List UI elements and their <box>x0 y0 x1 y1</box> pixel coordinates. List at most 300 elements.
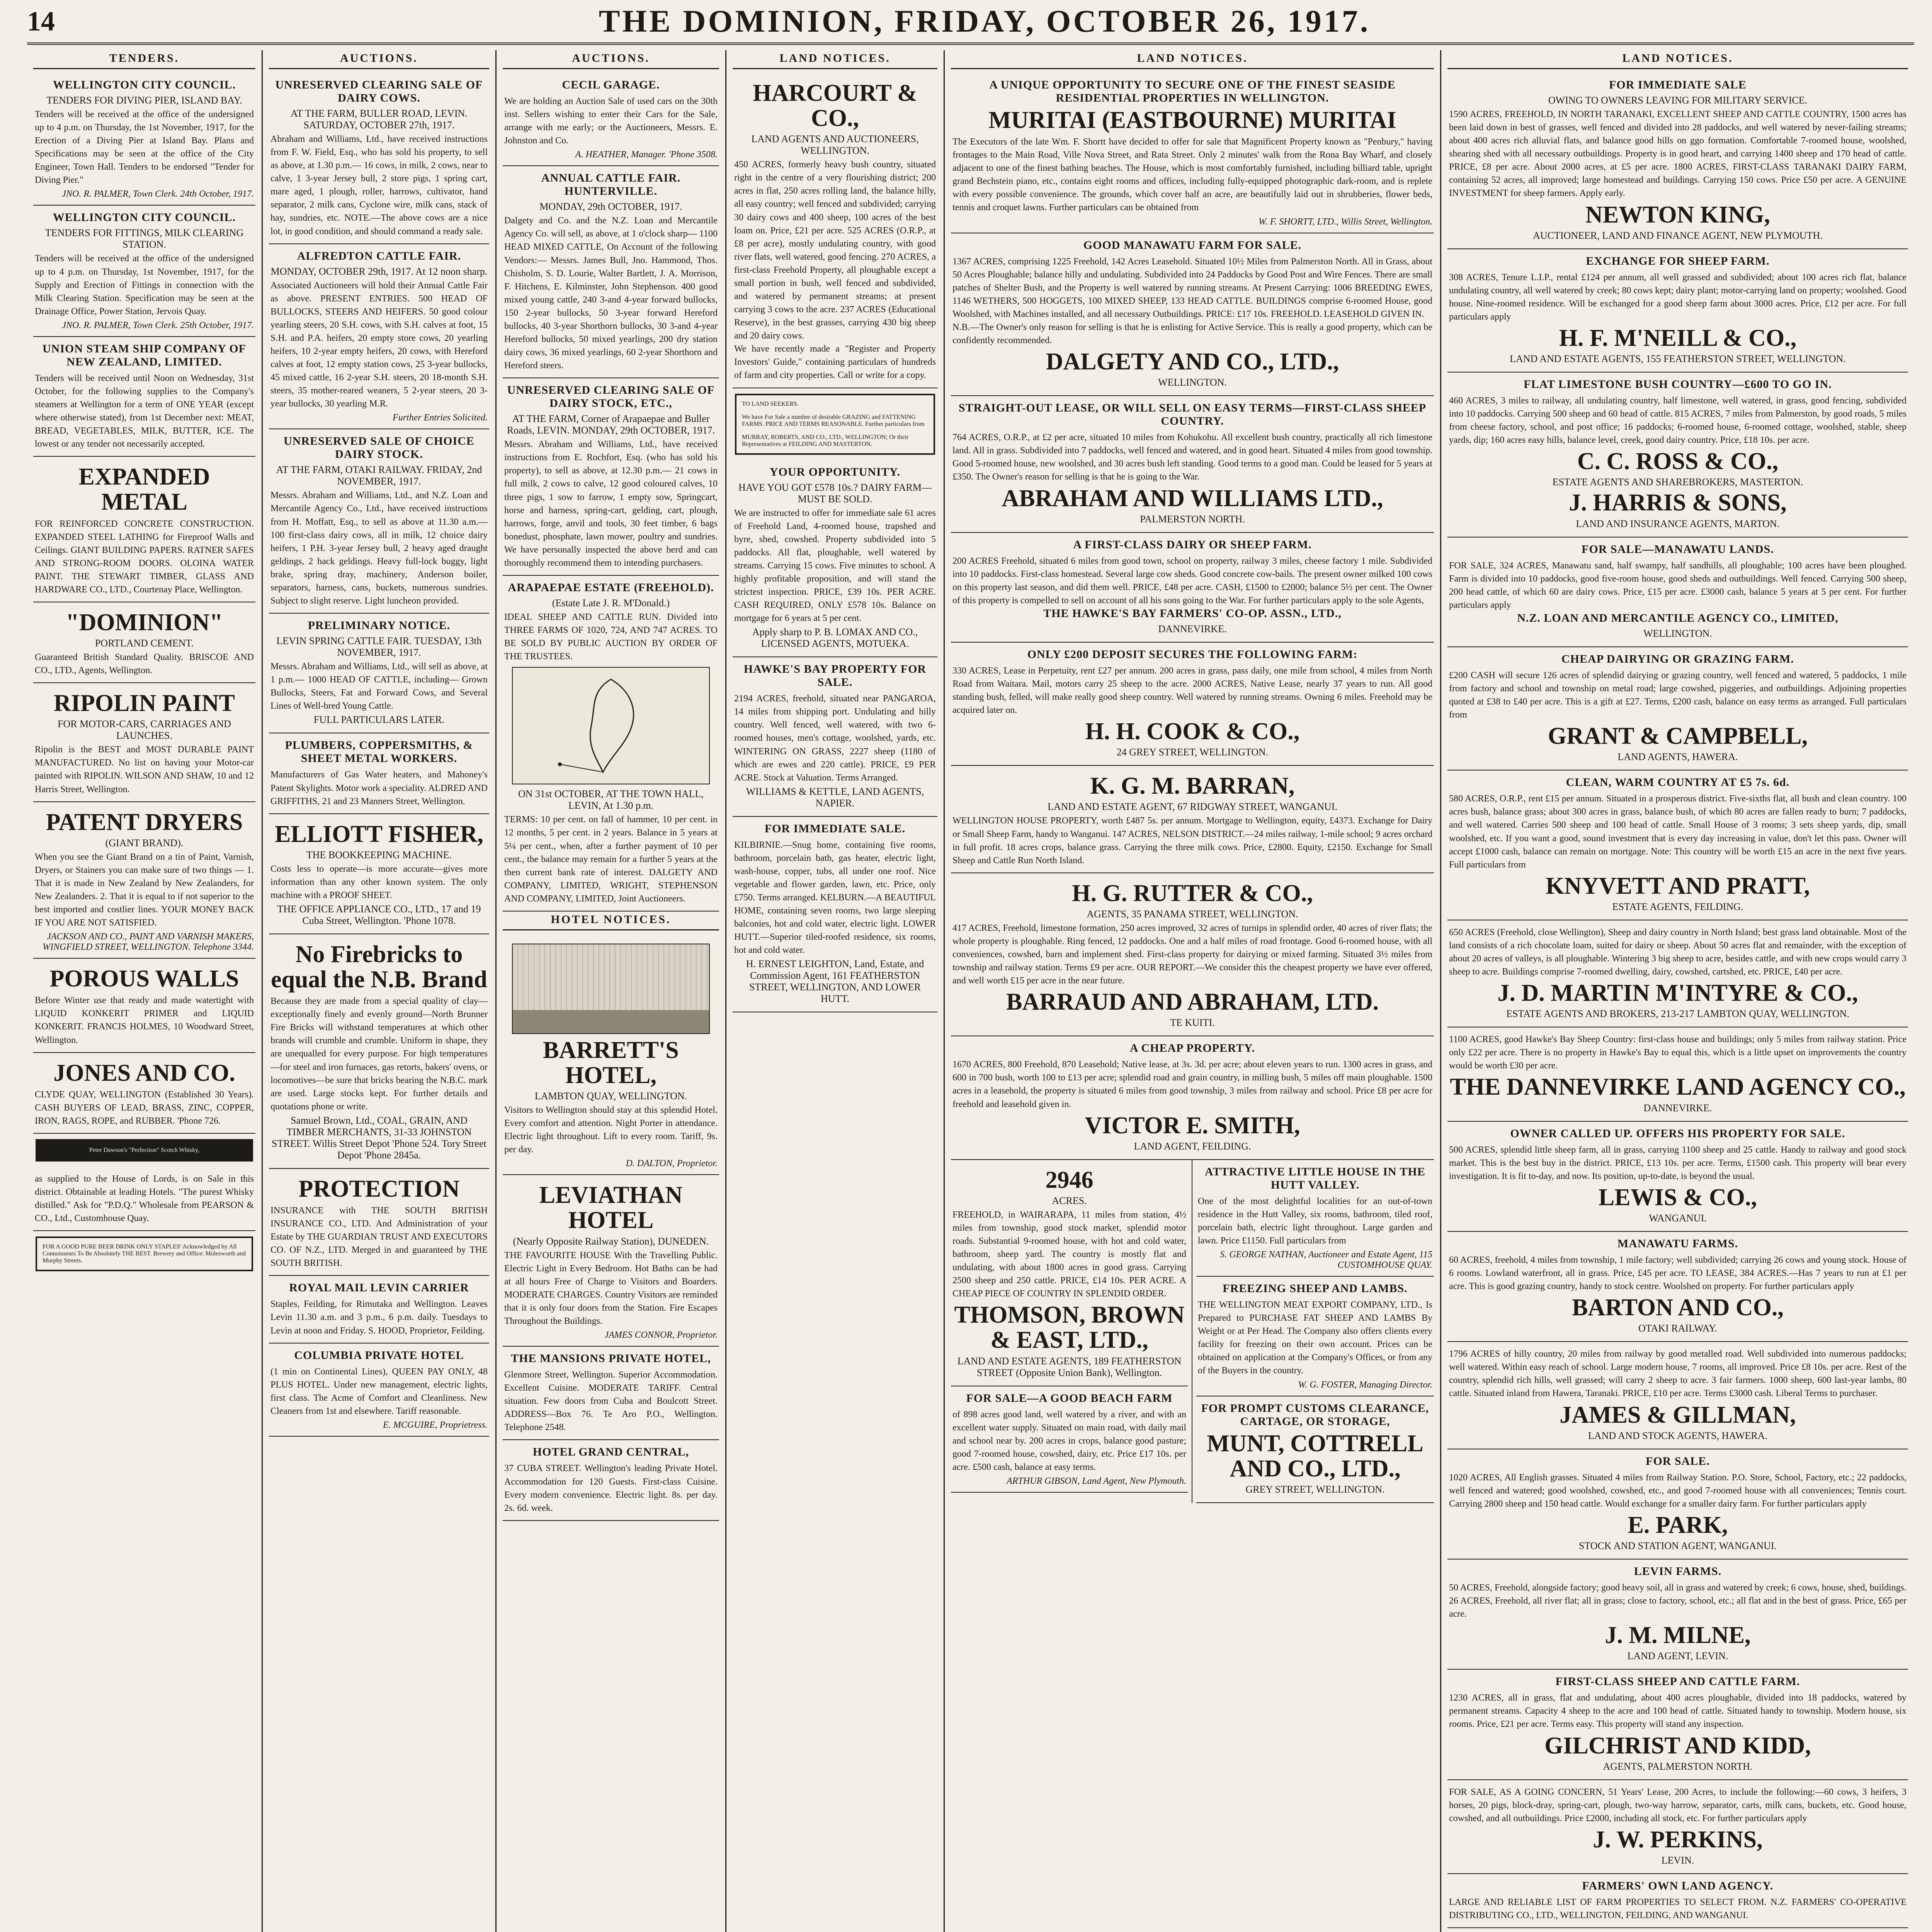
ad-freezing-sheep <box>1196 1277 1434 1396</box>
ad-body: 1020 ACRES, All English grasses. Situated 4 miles from Railway Station. P.O. Store, School, Factory, etc.; 22 paddocks, well fenced and watered; good woolshed, cowshed, etc., and good 7-roomed house with all conveniences; Tennis court. Carrying 2800 sheep and 150 head cattle. Would exchange for a smaller dairy farm. For further particulars apply <box>1449 1472 1906 1509</box>
ad-1100-acres <box>1447 1027 1908 1121</box>
ad-subtitle: AT THE FARM, Corner of Arapaepae and Buller Roads, LEVIN. MONDAY, 29th OCTOBER, 1917. <box>507 413 715 436</box>
page-number: 14 <box>27 5 55 37</box>
ad-subtitle: OWING TO OWNERS LEAVING FOR MILITARY SERVICE. <box>1548 95 1808 106</box>
ad-signature: LEVIN. <box>1661 1854 1694 1866</box>
ad-heading: FOR PROMPT CUSTOMS CLEARANCE, CARTAGE, OR STORAGE, <box>1201 1401 1429 1428</box>
ad-agent: MUNT, COTTRELL AND CO., LTD., <box>1207 1430 1423 1482</box>
ad-brand: STAPLES' <box>154 1243 182 1250</box>
ad-rutter <box>951 873 1434 1037</box>
ad-harcourt <box>733 73 937 388</box>
ad-body: Abraham and Williams, Ltd., have received instructions from F. W. Field, Esq., who has sold his property, to sell as above, at 1.30 p.m.— 16 cows, in milk, 2 cows, near to calve, 1 3-year Jersey bull, 2 store pigs, 1 spring cart, mare aged, 1 plough, roller, harrows, cultivator, hand separator, 2 milk cans, Cyclone wire, milk cans, stack of hay, sundries, etc. NOTE.—The above cows are a nice lot, in good condition, and should command a ready sale. <box>270 134 488 236</box>
ad-body: Ripolin is the BEST and MOST DURABLE PAINT MANUFACTURED. No list on having your Motor-car painted with RIPOLIN. WILSON AND SHAW, 10 and 12 Harris Street, Wellington. <box>35 745 254 794</box>
ad-heading: A UNIQUE OPPORTUNITY TO SECURE ONE OF THE FINEST SEASIDE RESIDENTIAL PROPERTIES IN WELLINGTON. <box>989 78 1396 104</box>
ad-subtitle: HAVE YOU GOT £578 10s.? DAIRY FARM—MUST BE SOLD. <box>738 481 932 505</box>
ad-heading: HAWKE'S BAY PROPERTY FOR SALE. <box>743 663 927 689</box>
ad-body: Tenders will be received at the office of the undersigned up to 4 p.m. on Thursday, the 1st November, 1917, for the Erection of a Diving Pier at Island Bay. Plans and Specifications may be seen at the office of the City Engineer, Town Hall. Tenders to be endorsed "Tender for Diving Pier." <box>35 109 254 185</box>
ad-subtitle: LEVIN SPRING CATTLE FAIR. TUESDAY, 13th NOVEMBER, 1917. <box>276 635 482 658</box>
ad-agent: GRANT & CAMPBELL, <box>1548 723 1808 750</box>
ad-agent: BARTON AND CO., <box>1572 1294 1784 1321</box>
ad-signature: W. F. SHORTT, LTD., Willis Street, Wellington. <box>1258 216 1432 227</box>
ad-body: LARGE AND RELIABLE LIST OF FARM PROPERTIES TO SELECT FROM. N.Z. FARMERS' CO-OPERATIVE DISTRIBUTING CO., LTD., WELLINGTON, FEILDING, AND WANGANUI. <box>1449 1897 1906 1921</box>
ad-body: FREEHOLD, in WAIRARAPA, 11 miles from station, 4½ miles from township, good stock market, splendid motor roads. Substantial 9-roomed house, with hot and cold water, bathroom, sheep yard. The country is mostly flat and undulating, with about 1800 acres in good grass. Carrying 2500 sheep and 250 cattle. PRICE, £14 10s. PER ACRE. A CHEAP PIECE OF COUNTRY IN SPLENDID ORDER. <box>952 1209 1186 1299</box>
column-heading: LAND NOTICES. <box>733 50 937 69</box>
ad-title: JONES AND CO. <box>53 1060 235 1086</box>
ad-agent: N.Z. LOAN AND MERCANTILE AGENCY CO., LIMITED, <box>1517 611 1838 624</box>
ad-leviathan-hotel <box>503 1175 719 1347</box>
ad-body: Glenmore Street, Wellington. Superior Accommodation. Excellent Cuisine. MODERATE TARIFF. Central situation. Few doors from Cuba and Boulcott Street. ADDRESS—Box 76. Te Aro P.O., Wellington. Telephone 2548. <box>504 1370 718 1433</box>
ad-signature: LAND AGENT, LEVIN. <box>1627 1650 1728 1662</box>
map-icon <box>513 668 709 784</box>
ad-agent: K. G. M. BARRAN, <box>1090 773 1295 799</box>
ad-heading: A FIRST-CLASS DAIRY OR SHEEP FARM. <box>1073 538 1312 551</box>
ad-straight-out-lease <box>951 396 1434 532</box>
ad-first-class-dairy <box>951 533 1434 643</box>
ad-body: 37 CUBA STREET. Wellington's leading Private Hotel. Accommodation for 120 Guests. First-class Cuisine. Every modern convenience. Electric light. 8s. per day. 2s. 6d. week. <box>504 1463 718 1513</box>
ad-exchange-sheep-farm <box>1447 249 1908 372</box>
ad-heading: CLEAN, WARM COUNTRY AT £5 7s. 6d. <box>1566 776 1790 789</box>
ad-firebricks <box>269 934 489 1169</box>
ad-body: 1670 ACRES, 800 Freehold, 870 Leasehold; Native lease, at 3s. 3d. per acre; about eleven years to run. 1300 acres in grass, and 600 in 700 bush, worth 100 to £13 per acre; splendid road and grain country, in milling bush, 5 miles off main ploughable. 1500 acres in a leasehold, the property is situated 6 miles from good township, 3 miles from railway and school. Price £8 per acre for freehold and leasehold given in. <box>952 1060 1432 1109</box>
ad-agent: J. HARRIS & SONS, <box>1569 490 1787 516</box>
ad-heading: HOTEL GRAND CENTRAL, <box>532 1446 689 1459</box>
ad-going-concern <box>1447 1780 1908 1874</box>
ad-signature: DANNEVIRKE. <box>1158 623 1227 634</box>
ad-otaki-dairy-sale <box>269 429 489 614</box>
ad-subtitle: AT THE FARM, BULLER ROAD, LEVIN. SATURDAY, OCTOBER 27th, 1917. <box>291 108 468 131</box>
ad-title: ELLIOTT FISHER, <box>275 821 483 847</box>
ad-cecil-garage <box>503 73 719 166</box>
ad-body: 200 ACRES Freehold, situated 6 miles from good town, school on property, railway 3 miles, cheese factory 1 mile. Subdivided into 10 paddocks. First-class homestead. Several large cow sheds. Good concrete cow-bails. The present owner milked 100 cows on this property last season, and did them well. PRICE, £48 per acre. CASH, £1500 to £2000; balance 5½ per cent. The Owner of this property is compelled to sell on account of all his sons going to the War. For further particulars apply to the sole Agents, <box>952 556 1432 605</box>
hotel-illustration <box>512 944 710 1034</box>
ad-signature: AUCTIONEER, LAND AND FINANCE AGENT, NEW PLYMOUTH. <box>1533 230 1823 241</box>
ad-subtitle: PORTLAND CEMENT. <box>95 638 194 649</box>
ad-address: Brewery and Office: Molesworth and Murphy Streets. <box>43 1250 246 1264</box>
ad-signature: JACKSON AND CO., PAINT AND VARNISH MAKERS, WINGFIELD STREET, WELLINGTON. Telephone 3344. <box>43 932 254 952</box>
ad-body: 450 ACRES, formerly heavy bush country, situated right in the centre of a very flourishing district; 200 acres in flat, 250 acres rolling land, the balance hilly, all easy country; well fenced and subdivided; carrying 30 dairy cows and 400 sheep, 100 acres of the best loam on. Price, £21 per acre. 525 ACRES (O.R.P., at £8 per acre), mostly undulating country, with good river flats, well watered, good fencing. 270 ACRES, a first-class Freehold Property, all ploughable except a small portion in bush, well fenced and subdivided, and watered by permanent streams; at present carrying 3 cows to the acre. 237 ACRES (Educational Reserve), in the best grasses, carrying 430 big sheep and 20 dairy cows. <box>734 160 936 341</box>
ad-title: EXPANDED METAL <box>78 464 210 515</box>
ad-protection-insurance <box>269 1169 489 1276</box>
ad-heading: WELLINGTON CITY COUNCIL. <box>53 211 236 224</box>
ad-farmers-own-agency <box>1447 1874 1908 1928</box>
ad-2946-acres <box>951 1160 1188 1386</box>
ad-signature: WELLINGTON; Or their Representatives at FEILDING AND MASTERTON. <box>742 434 909 447</box>
ad-body: 1590 ACRES, FREEHOLD, IN NORTH TARANAKI, EXCELLENT SHEEP AND CATTLE COUNTRY, 1500 acres has been laid down in best of grasses, well fenced and divided into 28 paddocks, and well watered by never-failing streams; about 400 acres rich alluvial flats, and balance good hills on ggo formation. Comfortable 7-roomed house, woolshed, shearing shed with all necessary outbuildings. Property is in good heart, and carrying 1400 sheep and 170 head of cattle. PRICE, £8 per acre. About 2000 acres, at £5 per acre. 1800 ACRES, FIRST-CLASS TARANAKI DAIRY FARM, containing 52 acres, all improved; large homestead and buildings. Carrying 150 cows. Price £50 per acre. A GENUINE INVESTMENT for sheep farmers. Apply early. <box>1449 109 1906 199</box>
column-tenders <box>27 50 263 1932</box>
ad-signature: AGENTS, PALMERSTON NORTH. <box>1603 1760 1753 1772</box>
ad-signature: PALMERSTON NORTH. <box>1140 513 1245 525</box>
ad-heading: WELLINGTON CITY COUNCIL. <box>53 78 236 91</box>
ad-body: FOR SALE, 324 ACRES, Manawatu sand, half swampy, half sandhills, all ploughable; 100 acres have been ploughed. Farm is divided into 10 paddocks, good five-room house, good sheds and outbuildings. Well fenced. Carrying 500 sheep, 200 head cattle, of which 60 are dairy cows. Price, £15 per acre. £3000 cash, balance 5 years at 5 per cent. For further particulars apply <box>1449 560 1906 610</box>
ad-line: FOR A <box>43 1243 60 1250</box>
ad-manawatu-lands <box>1447 537 1908 647</box>
ad-subtitle: MONDAY, OCTOBER 29th, 1917. At 12 noon sharp. <box>270 265 488 277</box>
ad-subtitle: LAND AGENTS AND AUCTIONEERS, WELLINGTON. <box>751 133 919 156</box>
ad-signature: Apply sharp to P. B. LOMAX AND CO., LICENSED AGENTS, MOTUEKA. <box>752 626 918 650</box>
ad-body: THE FAVOURITE HOUSE With the Travelling Public. Electric Light in Every Bedroom. Hot Baths can be had at all hours Free of Charge to Visitors and Boarders. MODERATE CHARGES. Country Visitors are reminded that it is only four doors from the Station. Fire Escapes Throughout the Buildings. <box>504 1250 718 1326</box>
ad-title: 2946 <box>1045 1167 1094 1193</box>
ad-signature: ARTHUR GIBSON, Land Agent, New Plymouth. <box>1007 1476 1186 1486</box>
ad-agent: J. M. MILNE, <box>1605 1622 1751 1649</box>
hotel-notices-heading: HOTEL NOTICES. <box>503 912 719 930</box>
column-land-notices-3 <box>1441 50 1914 1932</box>
column-auctions-1 <box>263 50 497 1932</box>
ad-signature: STOCK AND STATION AGENT, WANGANUI. <box>1578 1540 1777 1551</box>
column-land-notices-2 <box>945 50 1441 1932</box>
ad-heading: A CHEAP PROPERTY. <box>1129 1042 1255 1055</box>
ad-manawatu-farm <box>951 233 1434 396</box>
ad-subtitle: MONDAY, 29th OCTOBER, 1917. <box>539 201 682 213</box>
ad-heading: ONLY £200 DEPOSIT SECURES THE FOLLOWING FARM: <box>1027 648 1358 661</box>
column-heading: LAND NOTICES. <box>1447 50 1908 69</box>
ad-title: POROUS WALLS <box>49 966 239 992</box>
ad-porous-walls <box>33 959 255 1053</box>
split-row <box>951 1160 1434 1503</box>
ad-body: Before Winter use that ready and made watertight with LIQUID KONKERIT PRIMER and LIQUID KONKERIT. FRANCIS HOLMES, 10 Woodward Street, Wellington. <box>35 995 254 1045</box>
ad-agent: DALGETY AND CO., LTD., <box>1046 349 1339 375</box>
ad-1796-acres <box>1447 1342 1908 1449</box>
ad-agent: GILCHRIST AND KIDD, <box>1544 1732 1811 1759</box>
ad-heading: ROYAL MAIL LEVIN CARRIER <box>289 1281 469 1294</box>
ad-agent: THE HAWKE'S BAY FARMERS' CO-OP. ASSN., LTD., <box>1043 607 1342 620</box>
ad-signature: JNO. R. PALMER, Town Clerk. 24th October, 1917. <box>62 189 254 199</box>
ad-heading: LEVIN FARMS. <box>1634 1565 1722 1578</box>
ad-union-steam-ship <box>33 337 255 457</box>
ad-mansions-hotel <box>503 1347 719 1440</box>
ad-heading: FREEZING SHEEP AND LAMBS. <box>1223 1282 1408 1295</box>
ad-body: FOR REINFORCED CONCRETE CONSTRUCTION. EXPANDED STEEL LATHING for Fireproof Walls and Ceilings. GIANT BUILDING PAPERS. RATNER SAFES AND STRONG-ROOM DOORS. OLOINA WATER PAINT. THE STEWART TIMBER, GLASS AND HARDWARE CO., LTD., Courtenay Place, Wellington. <box>35 519 254 595</box>
ad-agent: THE DANNEVIRKE LAND AGENCY CO., <box>1450 1074 1906 1100</box>
ad-diving-pier-tender <box>33 73 255 206</box>
ad-signature: WANGANUI. <box>1649 1212 1707 1224</box>
ad-levin-farms <box>1447 1560 1908 1670</box>
ad-body: 1100 ACRES, good Hawke's Bay Sheep Country: first-class house and buildings; only 5 miles from railway station. Price only £22 per acre. There is no property in Hawke's Bay to equal this, which is a little upset on improvements the country would be worth £30 per acre. <box>1449 1034 1906 1071</box>
ad-elliott-fisher <box>269 814 489 934</box>
ad-agent: MURRAY, ROBERTS, AND CO., LTD., <box>742 434 844 440</box>
ad-signature: TE KUITI. <box>1170 1017 1215 1029</box>
ad-signature: DANNEVIRKE. <box>1643 1102 1712 1114</box>
ad-cheap-property <box>951 1036 1434 1160</box>
ad-heading: FOR SALE—A GOOD BEACH FARM <box>966 1391 1173 1405</box>
ad-expanded-metal <box>33 457 255 602</box>
ad-subtitle: LAND AND ESTATE AGENT, 67 RIDGWAY STREET, WANGANUI. <box>1048 801 1337 813</box>
ad-heading: FIRST-CLASS SHEEP AND CATTLE FARM. <box>1555 1675 1800 1688</box>
ad-signature: D. DALTON, Proprietor. <box>626 1158 718 1169</box>
column-heading: AUCTIONS. <box>269 50 489 69</box>
ad-body: Because they are made from a special quality of clay—exceptionally finely and evenly ground—North Brunner Fire Bricks will withstand temperatures at which other brands will crumble and crumble. Uniform in shape, they are unequalled for every purpose. For high temperatures—for steel and iron furnaces, gas retorts, bakers' ovens, or locomotives—be sure that bricks bearing the N.B.C. mark are used. Large stocks kept. For further details and quotations phone or write. <box>270 996 488 1112</box>
ad-title: Peter Dawson's "Perfection" Scotch Whisky, <box>89 1146 200 1153</box>
ad-levin-cattle-fair <box>269 614 489 733</box>
ad-muritai <box>951 73 1434 233</box>
ad-body: £200 CASH will secure 126 acres of splendid dairying or grazing country, well fenced and watered, 5 paddocks, 1 mile from factory and school and township on metal road; large cowshed, piggeries, and outbuildings. Adjoining properties quoted at £38 to £40 per acre. This is a gift at £27. Terms, £200 cash, balance on easy terms as arranged. Full particulars from <box>1449 670 1906 720</box>
ad-signature: WELLINGTON. <box>1158 377 1227 388</box>
ad-first-class-sheep-cattle <box>1447 1670 1908 1780</box>
ad-heading: CHEAP DAIRYING OR GRAZING FARM. <box>1561 652 1794 665</box>
ad-agent: J. W. PERKINS, <box>1593 1826 1763 1853</box>
column-land-notices-1 <box>726 50 945 1932</box>
masthead <box>27 0 1914 45</box>
ad-beach-farm <box>951 1386 1188 1493</box>
ad-land-seekers <box>735 394 935 455</box>
ad-slogan: THE BEST. <box>122 1250 152 1257</box>
ad-hunterville-fair <box>503 166 719 378</box>
ad-signature: W. G. FOSTER, Managing Director. <box>1298 1379 1432 1390</box>
ad-heading: STRAIGHT-OUT LEASE, OR WILL SELL ON EASY TERMS—FIRST-CLASS SHEEP COUNTRY. <box>958 401 1427 428</box>
ad-arapaepae-dairy-sale <box>503 378 719 576</box>
ad-heading: FOR SALE—MANAWATU LANDS. <box>1582 543 1774 556</box>
ad-body: The Executors of the late Wm. F. Shortt have decided to offer for sale that Magnificent Property known as "Penbury," having frontages to the Main Road, Ville Nova Street, and Rata Street. Only 2 minutes' walk from the Rona Bay Wharf, and closely adjacent to one of the finest bathing beaches. The House, which is most comfortably furnished, including billiard table, upright grand Bechstein piano, etc., contains eight rooms and offices, including fully-equipped photographic dark-room, and is replete with every possible convenience. The grounds, which cover half an acre, are beautifully laid out in shrubberies, flower beds, tennis and croquet lawns. Further particulars can be obtained from <box>952 137 1432 213</box>
ad-body: Dalgety and Co. and the N.Z. Loan and Mercantile Agency Co. will sell, as above, at 1 o'clock sharp— 1100 HEAD MIXED CATTLE, On Account of the following Vendors:— Messrs. James Bull, Jno. Hammond, Thos. Chisholm, S. D. Lourie, Walter Bartlett, J. A. Morrison, F. Hitchens, E. Kilminster, John Stephenson. 400 good mixed young cattle, 240 3-and 4-year forward bullocks, 150 2-year bullocks, 50 3-year forward Hereford bullocks, 40 3-year Shorthorn bullocks, 30 3-and 4-year Hereford bullocks, 50 mixed yearlings, 200 dry station dairy cows, 36 mixed yearlings, 60 2-year Shorthorn and Hereford steers. <box>504 216 718 371</box>
ad-body: 2194 ACRES, freehold, situated near PANGAROA, 14 miles from shipping port. Undulating and hilly country. Well fenced, well watered, with two 6-roomed houses, men's cottage, woolshed, yards, etc. WINTERING ON GRASS, 2227 sheep (1180 of which are ewes and 220 cattle). PRICE, £9 PER ACRE. Stock at Valuation. Terms Arranged. <box>734 694 936 783</box>
split-right <box>1192 1160 1434 1503</box>
ad-subtitle: (GIANT BRAND). <box>105 837 184 849</box>
ad-note: We have recently made a "Register and Property Investors' Guide," containing particulars of hundreds of farm and city properties. Call or write for a copy. <box>734 344 936 381</box>
ad-heading: FARMERS' OWN LAND AGENCY. <box>1582 1879 1774 1892</box>
column-heading: TENDERS. <box>33 50 255 69</box>
ad-signature: Further Entries Solicited. <box>393 413 488 423</box>
ad-heading: FOR IMMEDIATE SALE. <box>764 822 906 835</box>
ad-agent: H. G. RUTTER & CO., <box>1072 880 1313 906</box>
ad-title: No Firebricks to equal the N.B. Brand <box>271 941 487 993</box>
ad-body: Associated Auctioneers will hold their Annual Cattle Fair as above. PRESENT ENTRIES. 500 HEAD OF BULLOCKS, STEERS AND HEIFERS. 50 good colour yearling steers, 20 S.H. cows, with S.H. calves at foot, 15 S.H. and P.A. heifers, 20 empty store cows, 20 yearling heifers, 10 2-year empty heifers, 20 cows, with Hereford calves at foot, 12 empty station cows, 25 3-year bullocks, 45 mixed cattle, 16 2-year S.H. steers, 20 18-month S.H. steers, 35 mother-reared weaners, 5 2-year steers, 20 3-year bullocks, 30 yearling M.R. <box>270 280 488 409</box>
ad-north-taranaki <box>1447 73 1908 249</box>
ad-body: Messrs. Abraham and Williams, Ltd., and N.Z. Loan and Mercantile Agency Co., Ltd., have received instructions from H. Moffatt, Esq., to sell as above at 11.30 a.m.— 100 first-class dairy cows, all in milk, 12 choice dairy heifers, 1 P.H. 3-year Jersey bull, 2 heavy aged draught geldings, 2 hack geldings. Heavy full-lock buggy, light brake, spring dray, machinery, Anderson boiler, separators, harness, cans, buckets, numerous sundries. Subject to slight reserve. Light luncheon provided. <box>270 490 488 606</box>
ad-clean-warm-country <box>1447 770 1908 920</box>
ad-milk-station-tender <box>33 206 255 337</box>
ad-body: 60 ACRES, freehold, 4 miles from township, 1 mile factory; well subdivided; carrying 26 cows and young stock. House of 6 rooms. Lowland waterfront, all in grass. Price, £45 per acre. TO LEASE, 384 ACRES.—Has 7 years to run at £1 per acre. This is good grazing country, handy to stock centre. Woolshed on property. For further particulars apply <box>1449 1255 1906 1292</box>
ad-whisky-details <box>33 1167 255 1231</box>
ad-jones-and-co <box>33 1053 255 1134</box>
ad-heading: ARAPAEPAE ESTATE (FREEHOLD). <box>508 581 714 594</box>
ad-alfredton-fair <box>269 244 489 430</box>
ad-agent: J. D. MARTIN M'INTYRE & CO., <box>1497 980 1858 1007</box>
ad-signature: GREY STREET, WELLINGTON. <box>1245 1483 1385 1495</box>
ad-agent: LEWIS & CO., <box>1599 1184 1757 1211</box>
ad-signature: A. HEATHER, Manager. 'Phone 3508. <box>575 150 718 160</box>
ad-signature: WILLIAMS & KETTLE, LAND AGENTS, NAPIER. <box>746 786 924 809</box>
ad-peter-dawson-whisky <box>36 1139 253 1162</box>
ad-body: Tenders will be received until Noon on Wednesday, 31st October, for the following supplies to the Company's steamers at Wellington for a term of ONE YEAR (except where otherwise stated), from 1st December next: MEAT, BREAD, VEGETABLES, MILK, BUTTER, ICE. The lowest or any tender not necessarily accepted. <box>35 373 254 449</box>
ad-body: 1796 ACRES of hilly country, 20 miles from railway by good metalled road. Well subdivided into numerous paddocks; well watered. Within easy reach of school. Large modern house, 7 rooms, all improved. Price £8 10s. per acre. Rest of the country, splendid rich hills, well grassed; will carry 2 sheep to acre. 3 fair farmers. 1000 sheep, 600 last-year lambs, 80 cattle. Situated inland from Hawera, Taranaki. PRICE, £10 per acre. Terms £3000 cash. Liberal Terms to purchaser. <box>1449 1349 1906 1399</box>
ad-title: TENDERS FOR DIVING PIER, ISLAND BAY. <box>46 95 242 106</box>
ad-only-200-deposit <box>951 643 1434 766</box>
ad-body: Messrs. Abraham and Williams, Ltd., will sell as above, at 1 p.m.— 1000 HEAD OF CATTLE, including— Grown Bullocks, Steers, Fat and Forward Cows, and Several Lines of Well-bred Young Cattle. <box>270 662 488 711</box>
ad-heading: ALFREDTON CATTLE FAIR. <box>297 249 461 262</box>
ad-buller-road-sale <box>269 73 489 244</box>
ad-571-acres <box>1447 1928 1908 1932</box>
ad-heading: FOR IMMEDIATE SALE <box>1609 78 1747 91</box>
ad-body: 580 ACRES, O.R.P., rent £15 per annum. Situated in a prosperous district. Five-sixths flat, all bush and clean country. 100 acres bush, balance grass; about 300 acres in grass, balance bush, of which 80 acres are fallen ready to burn; 7 paddocks, and well watered. Carries 500 sheep and 100 head of cattle. Small House of 3 rooms; 3 sets sheep yards, dip, small woolshed, etc. If you want a good, sound investment that is every day increasing in value, don't let this pass. Owner will accept £1000 cash, balance can remain on mortgage. Note: This country will be worth £15 an acre in the next five years. Full particulars from <box>1449 794 1906 870</box>
ad-title: LEVIATHAN HOTEL <box>539 1182 683 1234</box>
ad-manawatu-farms <box>1447 1232 1908 1342</box>
ad-signature: H. ERNEST LEIGHTON, Land, Estate, and Commission Agent, 161 FEATHERSTON STREET, WELLINGTON, AND LOWER HUTT. <box>746 958 924 1005</box>
ad-body: Messrs. Abraham and Williams, Ltd., have received instructions from E. Rochfort, Esq. (who has sold his property), to sell as above, at 12.30 p.m.— 21 cows in full milk, 2 cows to calve, 12 good coloured calves, 10 three pigs, 1 sow to farrow, 1 empty sow, Springcart, horse and harness, spring-cart, gelding, cart, plough, harrows, forge, anvil and tools, 30 feet timber, 6 bags bonedust, phosphate, lawn mower, poultry and sundries. We have personally inspected the above herd and can thoroughly recommend them to intending purchasers. <box>504 439 718 568</box>
ad-arapaepae-estate <box>503 576 719 912</box>
ad-immediate-sale-leighton <box>733 817 937 1013</box>
ad-signature: LAND AND STOCK AGENTS, HAWERA. <box>1588 1430 1767 1441</box>
ad-signature: ESTATE AGENTS, FEILDING. <box>1612 901 1743 912</box>
ad-signature: ESTATE AGENTS AND BROKERS, 213-217 LAMBTON QUAY, WELLINGTON. <box>1506 1008 1849 1020</box>
ad-body: FOR SALE, AS A GOING CONCERN, 51 Years' Lease, 200 Acres, to include the following:—60 cows, 3 heifers, 3 horses, 20 pigs, block-dray, spring-cart, plough, two-way harrow, separator, carts, milk cans, buckets, etc. Good house, cowshed, and all outbuildings. Price £2000, including all stock, etc. For further particulars apply <box>1449 1787 1906 1823</box>
ad-body: CLYDE QUAY, WELLINGTON (Established 30 Years). CASH BUYERS OF LEAD, BRASS, ZINC, COPPER, IRON, RAGS, ROPE, and RUBBER. 'Phone 726. <box>35 1089 254 1126</box>
ad-signature: THE OFFICE APPLIANCE CO., LTD., 17 and 19 Cuba Street, Wellington. 'Phone 1078. <box>277 903 481 926</box>
ad-heading: MANAWATU FARMS. <box>1617 1237 1738 1250</box>
ad-customs-clearance <box>1196 1396 1434 1503</box>
ad-body: 330 ACRES, Lease in Perpetuity, rent £27 per annum. 200 acres in grass, pass daily, one mile from school, 4 miles from North Road from Waitara. Mail, motors carry 25 sheep to the acre. 2000 ACRES, Native Lease, nearly 37 years to run. All good standing bush, felled, will make really good sheep country. Well watered by running streams. Owning 6 miles. Freehold may be acquired later on. <box>952 665 1432 716</box>
ad-ripolin-paint <box>33 683 255 802</box>
ad-dominion-cement <box>33 602 255 683</box>
ad-body: Tenders will be received at the office of the undersigned up to 4 p.m. on Thursday, 1st November, 1917, for the Supply and Erection of Fittings in connection with the Milk Clearing Station. Specification may be seen at the Drainage Office, Power Station, Jervois Quay. <box>35 253 254 316</box>
ad-signature: LAND AND INSURANCE AGENTS, MARTON. <box>1576 518 1780 529</box>
ad-heading: UNRESERVED SALE OF CHOICE DAIRY STOCK. <box>284 435 474 461</box>
ad-line: GOOD PURE <box>61 1243 97 1250</box>
ad-agent: ABRAHAM AND WILLIAMS LTD., <box>1002 485 1383 512</box>
ad-line: DRINK ONLY <box>115 1243 153 1250</box>
ad-title: TENDERS FOR FITTINGS, MILK CLEARING STATION. <box>45 227 244 250</box>
ad-plumbers <box>269 733 489 814</box>
ad-body: WELLINGTON HOUSE PROPERTY, worth £487 5s. per annum. Mortgage to Wellington, equity, £4373. Exchange for Dairy or Small Sheep Farm, handy to Wanganui. 147 ACRES, NELSON DISTRICT.—24 miles railway, 1-mile school; 9 acres orchard in full profit. 18 acres crops, balance grass. Carrying the three milk cows. Price, £2800. Equity, £2150. Exchange for Small Sheep and Cattle Run North Island. <box>952 816 1432 866</box>
ad-body: THE WELLINGTON MEAT EXPORT COMPANY, LTD., Is Prepared to PURCHASE FAT SHEEP AND LAMBS By Weight or at Per Head. The Company also offers clients every facility for freezing on their own account. Prices can be obtained on application at the Company's Offices, or from any of the Buyers in the country. <box>1198 1300 1432 1376</box>
ad-limestone-bush <box>1447 372 1908 537</box>
ad-owner-called-up <box>1447 1122 1908 1232</box>
ad-subtitle: (Nearly Opposite Railway Station), DUNEDEN. <box>513 1235 709 1247</box>
ad-title: HARCOURT & CO., <box>753 80 917 132</box>
ad-body: Costs less to operate—is more accurate—gives more information than any other known system. The only machine with a PROOF SHEET. <box>270 864 488 900</box>
ad-heading: CECIL GARAGE. <box>562 78 660 91</box>
ad-heading: UNRESERVED CLEARING SALE OF DAIRY STOCK, ETC., <box>507 384 715 410</box>
ad-agent: C. C. ROSS & CO., <box>1577 448 1779 475</box>
ad-body: as supplied to the House of Lords, is on Sale in this district. Obtainable at leading Hotels. "The purest Whisky distilled." Ask for "P.D.Q." Wholesale from PEARSON & CO., Ltd., Customhouse Quay. <box>35 1173 254 1224</box>
ad-agent: JAMES & GILLMAN, <box>1560 1401 1796 1428</box>
ad-line: Acknowledged by All Connoisseurs To Be Absolutely <box>43 1243 237 1257</box>
ad-body: 308 ACRES, Tenure L.I.P., rental £124 per annum, all well grassed and subdivided; about 100 acres rich flat, balance undulating country, all well watered by creek; 80 cows kept; dairy plant; motor-carrying land on property; woolshed. Good house. Nine-roomed residence. Will be exchanged for a good sheep farm about 3000 acres. Price, £12 per acre. For full particulars apply <box>1449 272 1906 322</box>
ad-heading: EXCHANGE FOR SHEEP FARM. <box>1586 254 1770 267</box>
ad-signature: LAND AND ESTATE AGENTS, 189 FEATHERSTON STREET (Opposite Union Bank), Wellington. <box>957 1355 1182 1378</box>
ad-body: 460 ACRES, 3 miles to railway, all undulating country, half limestone, well watered, in grass, good fencing, subdivided into 10 paddocks. Carrying 500 sheep and 60 head of cattle. 815 ACRES, 7 miles from Palmerston, by good roads, 5 miles from cheese factory, school, and post office; 16 paddocks; 6-roomed house, 6-roomed cottage, woolshed, stable, sheep yards, dip; 160 acres easy hills, balance level, creek, good dairy country. Price, £18 10s. per acre. <box>1449 396 1906 446</box>
ad-heading: YOUR OPPORTUNITY. <box>769 465 901 478</box>
ad-agent: THOMSON, BROWN & EAST, LTD., <box>954 1302 1185 1354</box>
ad-heading: UNRESERVED CLEARING SALE OF DAIRY COWS. <box>275 78 483 104</box>
ad-body: IDEAL SHEEP AND CATTLE RUN. Divided into THREE FARMS OF 1020, 724, AND 747 ACRES. TO BE SOLD BY PUBLIC AUCTION BY ORDER OF THE TRUSTEES. <box>504 612 718 662</box>
ad-body: We have For Sale a number of desirable GRAZING and FATTENING FARMS. PRICE AND TERMS REASONABLE. Further particulars from <box>742 413 925 427</box>
ad-patent-dryers <box>33 802 255 959</box>
ad-title: BARRETT'S HOTEL, <box>543 1037 679 1088</box>
ad-body: 500 ACRES, splendid little sheep farm, all in grass, carrying 1100 sheep and 25 cattle. Handy to railway and good stock market. This is the best buy in the district. PRICE, £13 10s. per acre. Terms, £1500 cash. This property will bear every investigation. It is fit to-day, and now. Its position, up-to-date, is beyond the usual. <box>1449 1145 1906 1181</box>
ad-heading: PRELIMINARY NOTICE. <box>308 619 451 632</box>
column-heading: LAND NOTICES. <box>951 50 1434 69</box>
ad-body: Staples, Feilding, for Rimutaka and Wellington. Leaves Levin 11.30 a.m. and 3 p.m., 6 p.m. daily. Tuesdays to Levin at noon and Friday. S. HOOD, Proprietor, Feilding. <box>270 1299 488 1336</box>
ad-staples-beer <box>36 1236 253 1271</box>
ad-body: Manufacturers of Gas Water heaters, and Mahoney's Patent Skylights. Motor work a speciality. ALDRED AND GRIFFITHS, 21 and 23 Manners Street, Wellington. <box>270 770 488 806</box>
ad-agent: H. F. M'NEILL & CO., <box>1559 325 1797 351</box>
ad-body: We are instructed to offer for immediate sale 61 acres of Freehold Land, 4-roomed house, trapshed and byre, shed, cowshed. Property subdivided into 5 paddocks. All flat, ploughable, well watered by streams. Carrying 15 cows. Five minutes to school. A highly profitable proposition, and will stand the strictest inspection. PRICE, £39 10s. PER ACRE. CASH REQUIRED, ONLY £578 10s. Balance on mortgage for 6 years at 5 per cent. <box>734 508 936 624</box>
ad-signature: E. MCGUIRE, Proprietress. <box>383 1420 488 1430</box>
ad-signature: WELLINGTON. <box>1643 628 1712 639</box>
ad-heading: GOOD MANAWATU FARM FOR SALE. <box>1083 238 1302 252</box>
ad-body: 764 ACRES, O.R.P., at £2 per acre, situated 10 miles from Kohukohu. All excellent bush country, practically all rich limestone land. All in grass. Subdivided into 7 paddocks, well fenced and watered, and in good heart. Situated 4 miles from good township. Good 5-roomed house, new woolshed, and 30 acres bush left standing. Good terms to a good man. Could be leased for 5 years at £350. The Owner's reason for selling is that he is going to the War. <box>952 432 1432 482</box>
ad-subtitle: LAMBTON QUAY, WELLINGTON. <box>534 1090 687 1102</box>
ad-subtitle: THE BOOKKEEPING MACHINE. <box>306 849 452 861</box>
ad-subtitle: FOR MOTOR-CARS, CARRIAGES AND LAUNCHES. <box>58 718 231 742</box>
ad-heading: OWNER CALLED UP. OFFERS HIS PROPERTY FOR SALE. <box>1510 1127 1845 1140</box>
ad-heading: FLAT LIMESTONE BUSH COUNTRY—£600 TO GO IN. <box>1524 378 1832 391</box>
ad-hawkes-bay-property <box>733 657 937 817</box>
ad-your-opportunity <box>733 460 937 658</box>
ad-body: 417 ACRES, Freehold, limestone formation, 250 acres improved, 32 acres of turnips in splendid order, 40 acres of river flats; the whole property is ploughable. Ring fenced, 12 paddocks. One and a half miles of road frontage. Good 6-roomed house, with all conveniences, cowshed, barn and implement shed. First-class property for dairying or mixed farming. Situated 3½ miles from township and railway station. Terms £9 per acre. OUR REPORT.—We consider this the cheapest property we have ever offered, and well worth £15 per acre in the near future. <box>952 923 1432 986</box>
ad-body: 50 ACRES, Freehold, alongside factory; good heavy soil, all in grass and watered by creek; 6 cows, house, shed, buildings. 26 ACRES, Freehold, all river flat; all in grass; close to factory, school, etc.; all flat and in the best of grass. Price, £65 per acre. <box>1449 1582 1906 1619</box>
ad-signature: OTAKI RAILWAY. <box>1638 1323 1717 1334</box>
ad-heading: COLUMBIA PRIVATE HOTEL <box>294 1349 464 1362</box>
ad-body: 1230 ACRES, all in grass, flat and undulating, about 400 acres ploughable, divided into 18 paddocks, watered by permanent streams. Capacity 4 sheep to the acre and 100 head of cattle. Situated handy to township. Modern house, six rooms. Price, £21 per acre. Terms easy. This property will stand any inspection. <box>1449 1693 1906 1730</box>
ad-title: BEER <box>98 1243 114 1250</box>
ad-subtitle: (Estate Late J. R. M'Donald.) <box>552 597 670 609</box>
ad-body: We are holding an Auction Sale of used cars on the 30th inst. Sellers wishing to enter their Cars for the Sale, arrange with me early; or the Auctioneers, Messrs. E. Johnston and Co. <box>504 96 718 146</box>
ad-signature: LAND AND ESTATE AGENTS, 155 FEATHERSTON STREET, WELLINGTON. <box>1510 353 1846 365</box>
ad-signature: LAND AGENT, FEILDING. <box>1134 1140 1251 1152</box>
ad-agent: E. PARK, <box>1628 1512 1728 1538</box>
column-auctions-2 <box>497 50 726 1932</box>
ad-heading: THE MANSIONS PRIVATE HOTEL, <box>511 1352 711 1365</box>
ad-barran <box>951 766 1434 873</box>
ad-body: When you see the Giant Brand on a tin of Paint, Varnish, Dryers, or Stainers you can make sure of two things — 1. That it is made in New Zealand by New Zealanders, for New Zealanders. 2. That it is equal to if not superior to the best imported and costlier lines. YOUR MONEY BACK IF YOU ARE NOT SATISFIED. <box>35 852 254 928</box>
ad-body: 650 ACRES (Freehold, close Wellington), Sheep and dairy country in North Island; best grass land obtainable. Most of the land consists of a rich chocolate loam, suited for dairy or sheep. About 50 acres flat and remainder, with the exception of about 20 acres of valleys, is all ploughable. Wintering 3 big sheep to acre, besides cattle, and with new crops would carry 3 sheep to acre. Buildings comprise 7-roomed dwelling, dairy, cowshed, cartshed, etc. PRICE, £40 per acre. <box>1449 927 1906 977</box>
ad-heading: FOR SALE. <box>1646 1454 1710 1468</box>
ad-signature: ON 31st OCTOBER, AT THE TOWN HALL, LEVIN, At 1.30 p.m. <box>518 788 704 811</box>
ad-title: RIPOLIN PAINT <box>53 690 235 717</box>
ad-signature: FULL PARTICULARS LATER. <box>313 714 445 726</box>
ad-agent: KNYVETT AND PRATT, <box>1546 872 1810 899</box>
ad-signature: JAMES CONNOR, Proprietor. <box>604 1330 718 1340</box>
ad-title: PATENT DRYERS <box>46 809 243 835</box>
ad-body: Guaranteed British Standard Quality. BRISCOE AND CO., LTD., Agents, Wellington. <box>35 652 254 676</box>
ad-signature: JNO. R. PALMER, Town Clerk. 25th October, 1917. <box>62 320 254 330</box>
columns <box>27 50 1914 1932</box>
ad-note: N.B.—The Owner's only reason for selling is that he is enlisting for Active Service. This is really a good property, which can be confidently recommended. <box>952 322 1432 346</box>
ad-agent: BARRAUD AND ABRAHAM, LTD. <box>1006 989 1379 1015</box>
ad-body: (1 min on Continental Lines), QUEEN PAY ONLY, 48 PLUS HOTEL. Under new management, electric lights, first class. The Acme of Comfort and Cleanliness. New Cleaners from 1st and elsewhere. Tariff reasonable. <box>270 1366 488 1416</box>
ad-agent: VICTOR E. SMITH, <box>1085 1112 1300 1139</box>
ad-agent: H. H. COOK & CO., <box>1085 718 1300 745</box>
ad-signature: 24 GREY STREET, WELLINGTON. <box>1116 747 1269 758</box>
ad-title: MURITAI (EASTBOURNE) MURITAI <box>988 107 1396 133</box>
ad-body: of 898 acres good land, well watered by a river, and with an excellent water supply. Situated on main road, with daily mail and school near by. 200 acres in crops, balance good pasture; good 7-roomed house, cowshed, dairy, etc. Price £17 10s. per acre. £500 cash, balance at easy terms. <box>952 1409 1186 1472</box>
ad-title: "DOMINION" <box>66 609 223 636</box>
ad-subtitle: AT THE FARM, OTAKI RAILWAY. FRIDAY, 2nd NOVEMBER, 1917. <box>276 464 482 487</box>
ad-columbia-hotel <box>269 1344 489 1437</box>
ad-body: Visitors to Wellington should stay at this splendid Hotel. Every comfort and attention. Night Porter in attendance. Electric light throughout. Lift to every room. Tariff, 9s. per day. <box>504 1105 718 1155</box>
ad-body: One of the most delightful localities for an out-of-town residence in the Hutt Valley, six rooms, bathroom, tiled roof, porcelain bath, electric light throughout. Large garden and lawn. Price £1150. Full particulars from <box>1198 1196 1432 1246</box>
ad-heading: UNION STEAM SHIP COMPANY OF NEW ZEALAND, LIMITED. <box>42 342 246 368</box>
estate-map-illustration <box>512 667 710 784</box>
ad-terms: TERMS: 10 per cent. on fall of hammer, 10 per cent. in 12 months, 5 per cent. in 2 years. Balance in 5 years at 5¼ per cent., when, after a further payment of 10 per cent., the balance may remain for a further 5 years at the then current bank rate of interest. DALGETY AND COMPANY, LIMITED, WRIGHT, STEPHENSON AND COMPANY, LIMITED, Joint Auctioneers. <box>504 815 718 904</box>
ad-body: INSURANCE with THE SOUTH BRITISH INSURANCE CO., LTD. And Administration of your Estate by THE GUARDIAN TRUST AND EXECUTORS CO. OF N.Z., LTD. Merged in and guaranteed by THE SOUTH BRITISH. <box>270 1205 488 1269</box>
newspaper-title: THE DOMINION, FRIDAY, OCTOBER 26, 1917. <box>599 3 1371 39</box>
ad-heading: PLUMBERS, COPPERSMITHS, & SHEET METAL WORKERS. <box>285 739 473 765</box>
ad-title: PROTECTION <box>298 1175 460 1202</box>
split-left <box>951 1160 1192 1503</box>
ad-signature: Samuel Brown, Ltd., COAL, GRAIN, AND TIMBER MERCHANTS, 31-33 JOHNSTON STREET. Willis Street Depot 'Phone 524. Tory Street Depot 'Phone 2845a. <box>272 1114 486 1161</box>
ad-body: 1367 ACRES, comprising 1225 Freehold, 142 Acres Leasehold. Situated 10½ Miles from Palmerston North. All in Grass, about 50 Acres Ploughable; balance hilly and undulating. Subdivided into 24 Paddocks by Good Post and Wire Fences. There are small patches of Shelter Bush, and the Property is well watered by running streams. At Present Carrying: 1006 BREEDING EWES, 1146 WETHERS, 500 HOGGETS, 100 MIXED SHEEP, 133 HEAD CATTLE. BUILDINGS comprise 6-roomed House, good Woolshed, with Machines installed, and all necessary Outbuildings. PRICE: £17 10s. FREEHOLD. LEASEHOLD GIVEN IN. <box>952 256 1432 319</box>
ad-subtitle: AGENTS, 35 PANAMA STREET, WELLINGTON. <box>1087 908 1298 920</box>
ad-subtitle: ACRES. <box>1052 1195 1087 1206</box>
ad-heading: ATTRACTIVE LITTLE HOUSE IN THE HUTT VALLEY. <box>1205 1165 1425 1191</box>
ad-cheap-dairy <box>1447 647 1908 770</box>
ad-signature: ESTATE AGENTS AND SHAREBROKERS, MASTERTON. <box>1552 476 1803 488</box>
ad-hutt-valley-house <box>1196 1160 1434 1277</box>
ad-signature: LAND AGENTS, HAWERA. <box>1617 751 1738 763</box>
ad-title: TO LAND SEEKERS. <box>742 400 799 407</box>
ad-1020-acres <box>1447 1449 1908 1560</box>
